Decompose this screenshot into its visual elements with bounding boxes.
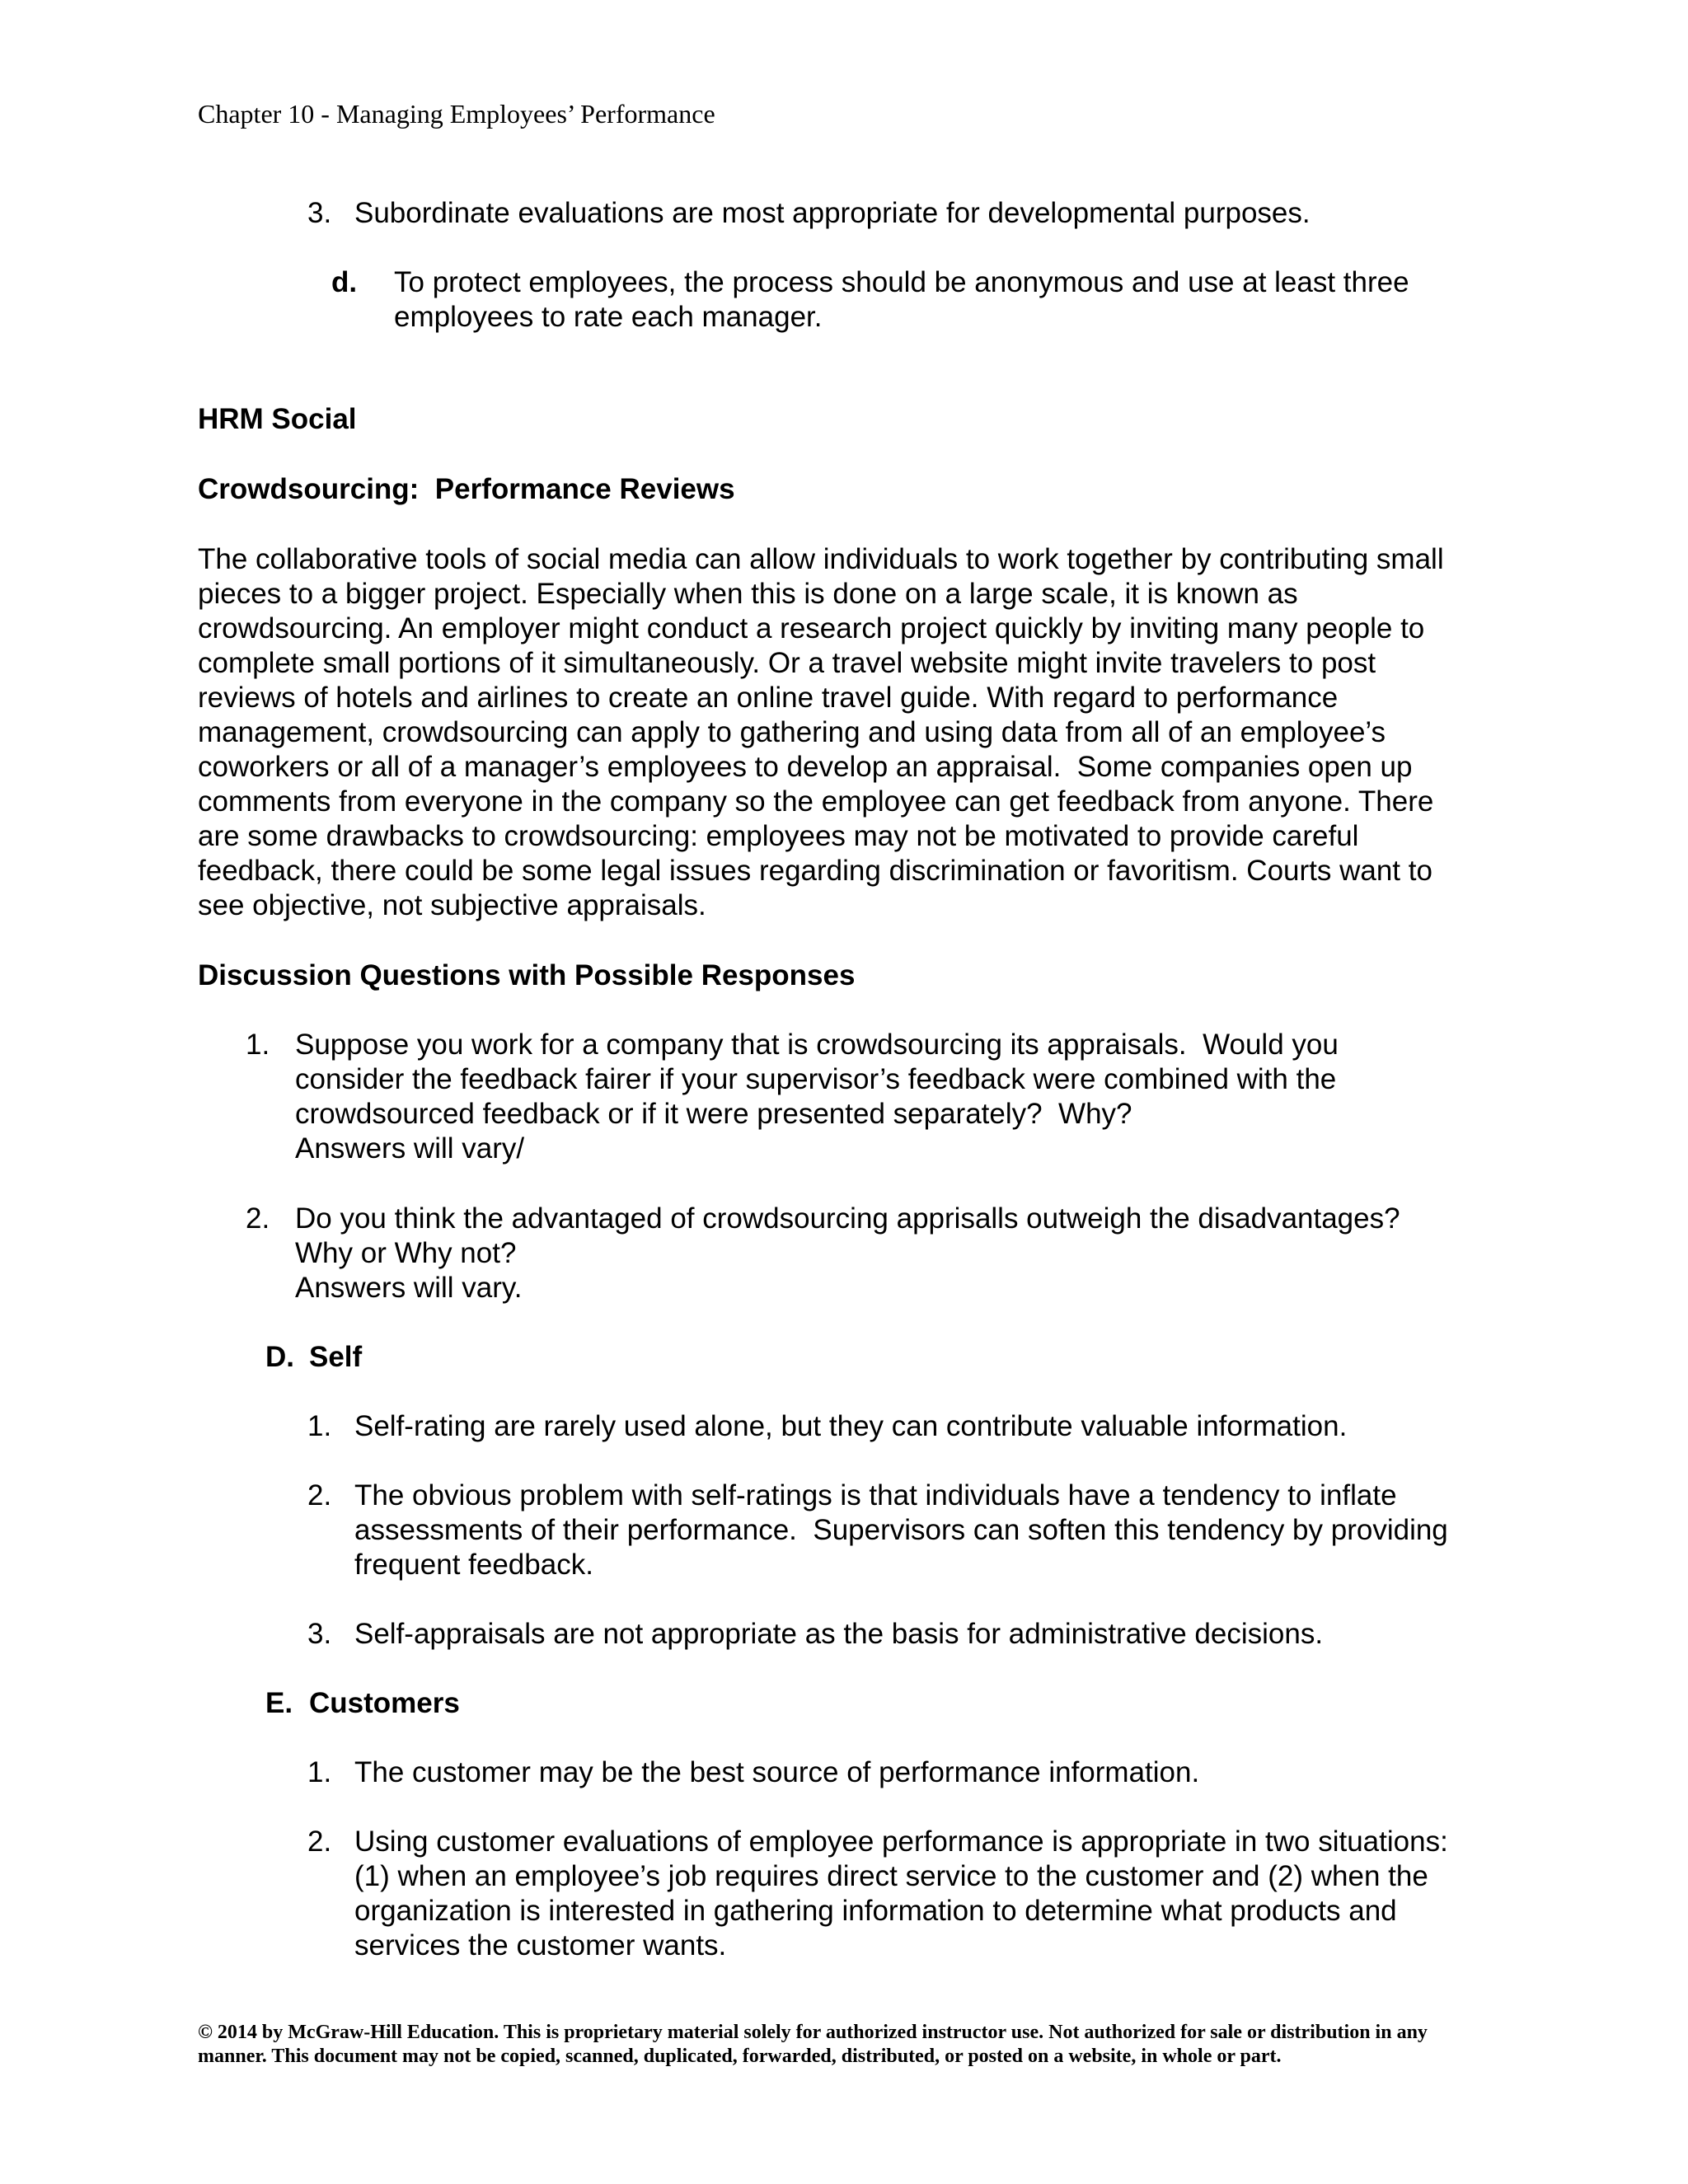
section-subheading: Crowdsourcing: Performance Reviews: [198, 473, 735, 505]
answer-text: Answers will vary.: [295, 1272, 523, 1304]
list-number: 1.: [307, 1410, 332, 1442]
list-item-text: Subordinate evaluations are most appropriate for developmental purposes.: [354, 197, 1311, 229]
list-number: 2.: [307, 1479, 332, 1511]
list-item-text: To protect employees, the process should be anonymous and use at least three employees to rate each manager.: [394, 266, 1409, 333]
list-item-text: The obvious problem with self-ratings is that individuals have a tendency to inflate assessments of their performance. Supervisors can soften this tendency by providing frequent feedback.: [354, 1479, 1456, 1581]
list-number: 3.: [307, 1618, 332, 1650]
question-text: Do you think the advantaged of crowdsourcing apprisalls outweigh the disadvantages? Why or Why not?: [295, 1202, 1400, 1269]
list-item-text: Using customer evaluations of employee performance is appropriate in two situations: (1) when an employee’s job requires direct service to the customer and (2) when the organization is interested in gathering information to determine what products and services the customer wants.: [354, 1825, 1465, 1961]
section-heading: HRM Social: [198, 403, 357, 435]
list-letter: d.: [331, 266, 358, 298]
list-item-text: Self-rating are rarely used alone, but they can contribute valuable information.: [354, 1410, 1348, 1442]
outline-label: E.: [265, 1687, 293, 1719]
list-number: 2.: [307, 1825, 332, 1858]
outline-heading: Self: [309, 1341, 363, 1373]
outline-label: D.: [265, 1341, 294, 1373]
list-item-text: Self-appraisals are not appropriate as the basis for administrative decisions.: [354, 1618, 1324, 1650]
copyright-footer: © 2014 by McGraw-Hill Education. This is proprietary material solely for authorized instructor use. Not authorized for sale or distribution in any manner. This document may not be copied, scanned, duplicated, forwarded, distributed, or posted on a website, in whole or part.: [198, 2022, 1428, 2067]
list-number: 3.: [307, 197, 332, 229]
question-text: Suppose you work for a company that is crowdsourcing its appraisals. Would you consider the feedback fairer if your supervisor’s feedback were combined with the crowdsourced feedback or if it were presented separately? Why?: [295, 1029, 1347, 1130]
list-number: 2.: [246, 1202, 270, 1235]
outline-heading: Customers: [309, 1687, 460, 1719]
section-heading: Discussion Questions with Possible Responses: [198, 959, 856, 991]
running-header: Chapter 10 - Managing Employees’ Performance: [198, 99, 715, 129]
list-item-text: The customer may be the best source of performance information.: [354, 1756, 1200, 1788]
body-paragraph: The collaborative tools of social media can allow individuals to work together by contributing small pieces to a bigger project. Especially when this is done on a large scale, it is known as crowdsourcing. An employer might conduct a research project quickly by inviting many people to complete small portions of it simultaneously. Or a travel website might invite travelers to post reviews of hotels and airlines to create an online travel guide. With regard to performance management, crowdsourcing can apply to gathering and using data from all of an employee’s coworkers or all of a manager’s employees to develop an appraisal. Some companies open up comments from everyone in the company so the employee can get feedback from anyone. There are some drawbacks to crowdsourcing: employees may not be motivated to provide careful feedback, there could be some legal issues regarding discrimination or favoritism. Courts want to see objective, not subjective appraisals.: [198, 543, 1452, 921]
answer-text: Answers will vary/: [295, 1132, 525, 1165]
list-number: 1.: [246, 1029, 270, 1061]
list-number: 1.: [307, 1756, 332, 1788]
